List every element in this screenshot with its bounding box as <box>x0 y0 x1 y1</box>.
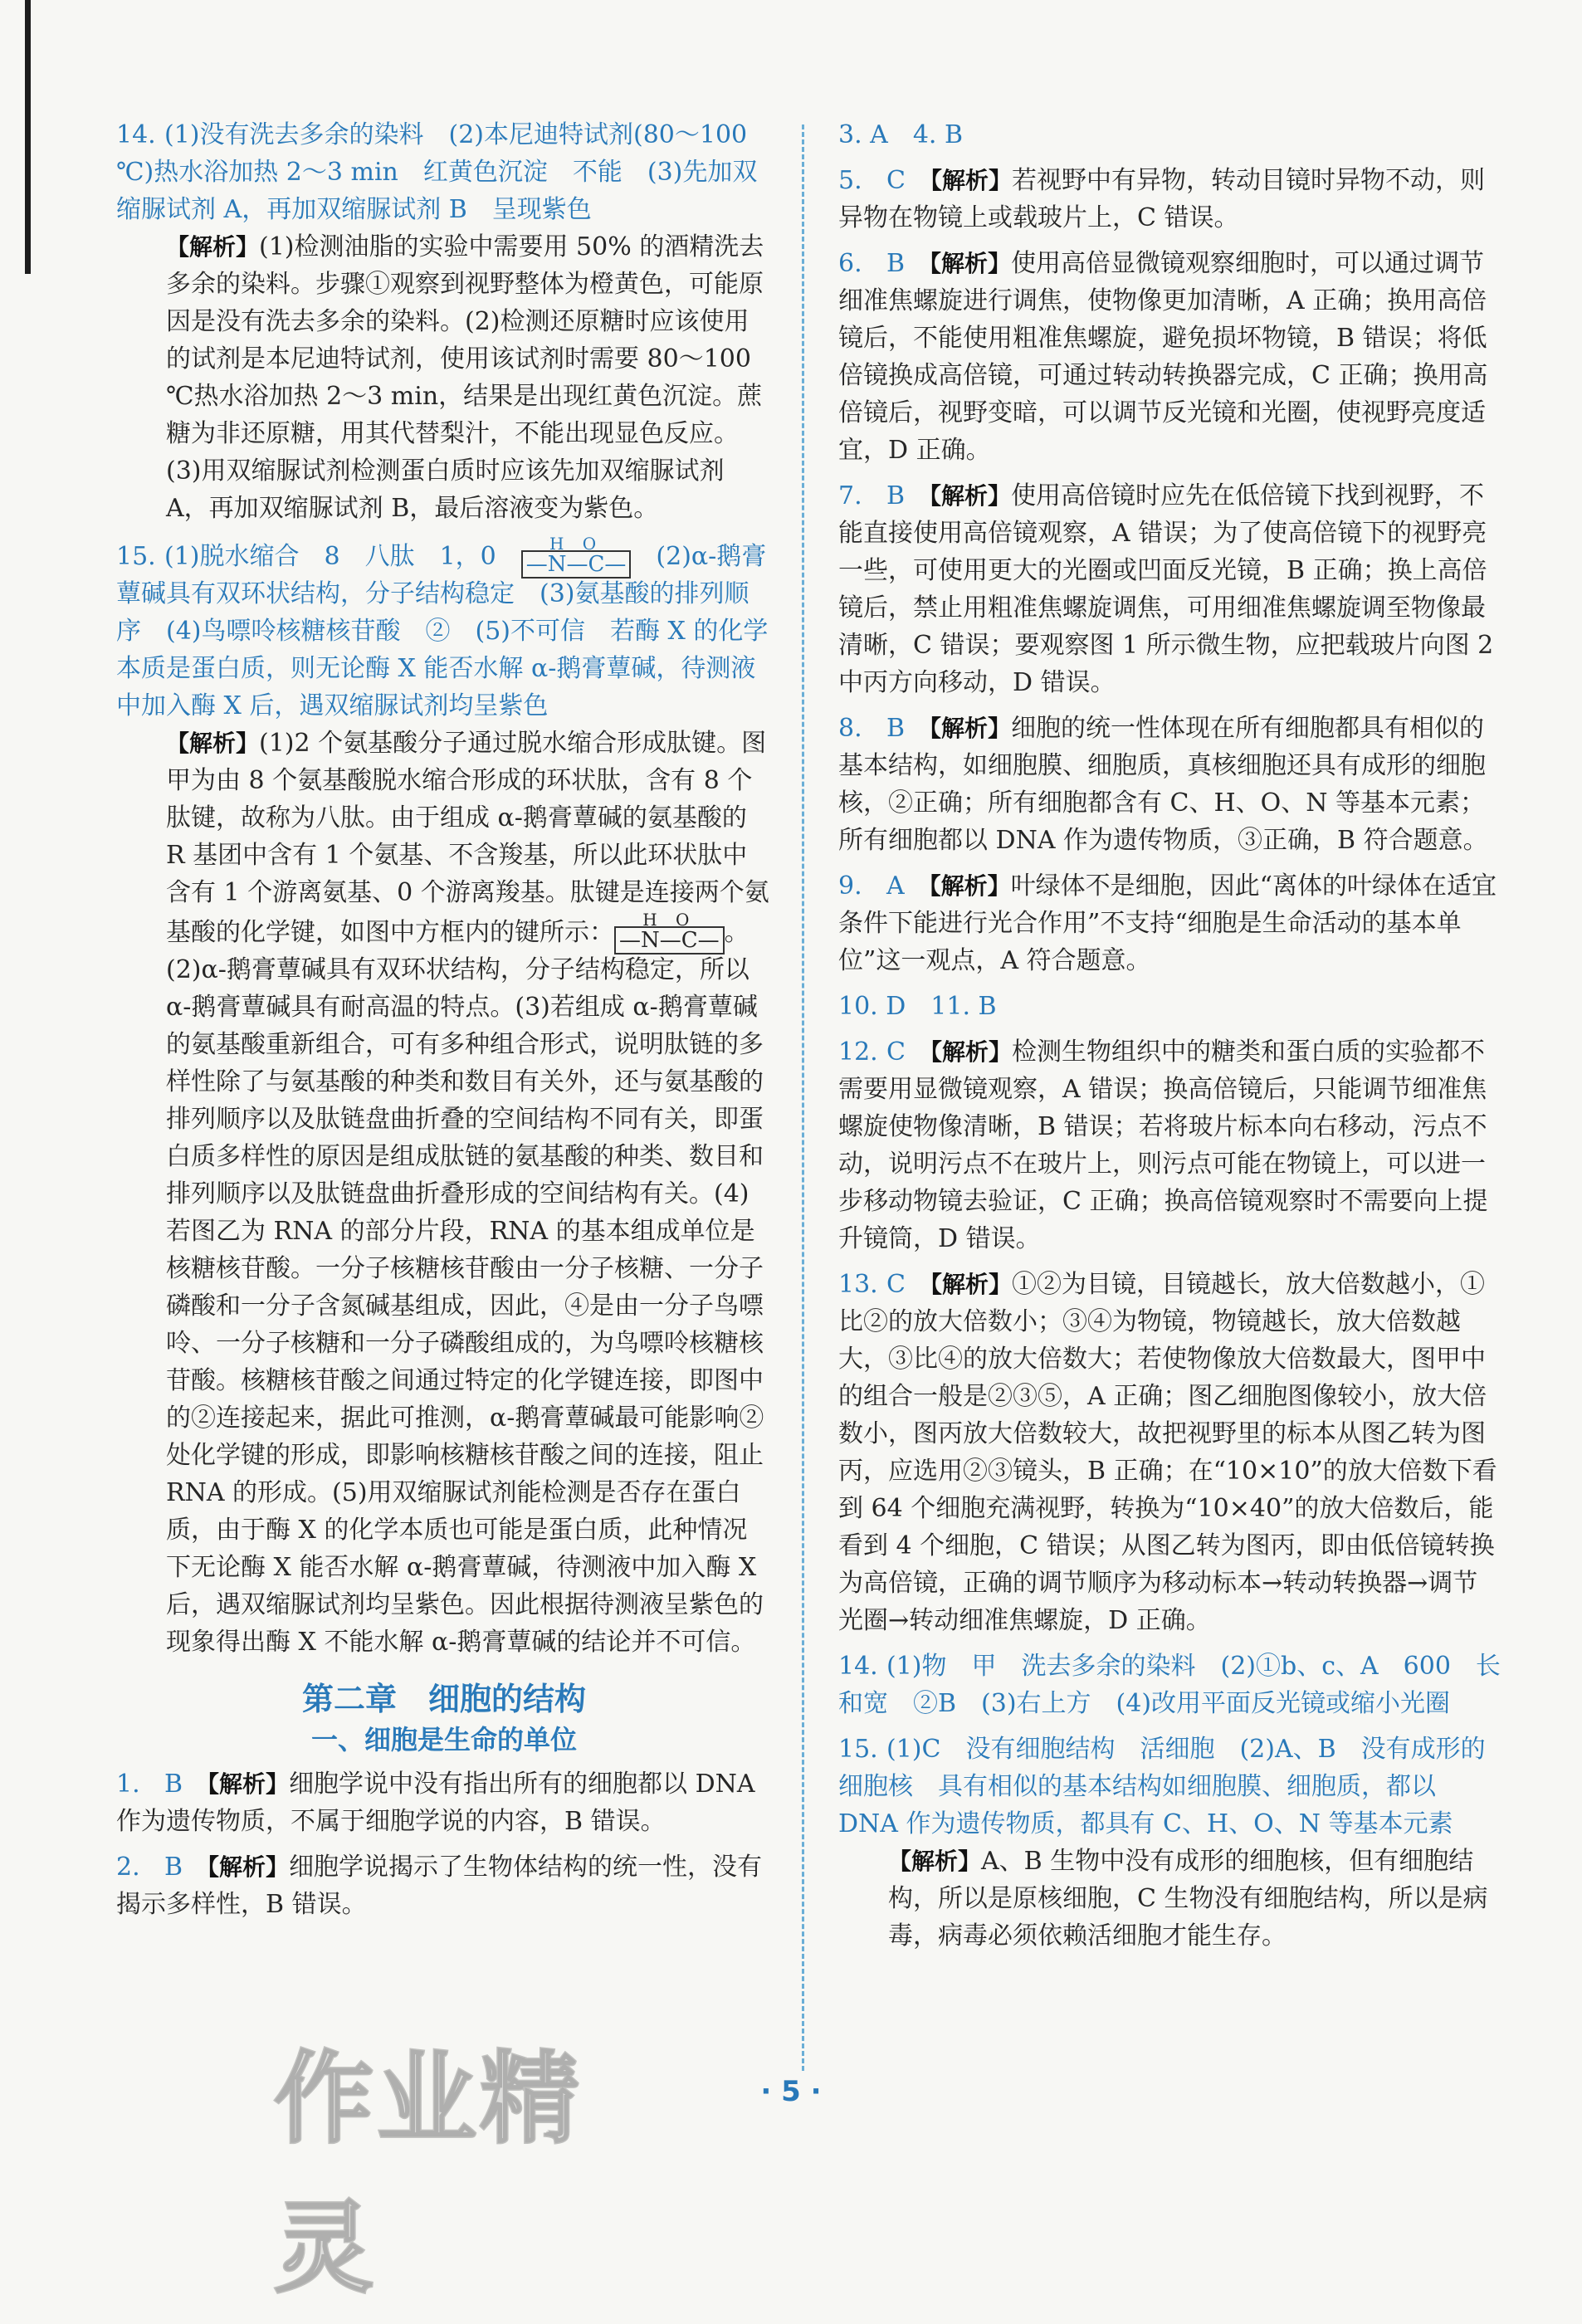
analysis-text: (1)检测油脂的实验中需要用 50% 的酒精洗去多余的染料。步骤①观察到视野整体为橙黄色，可能原因是没有洗去多余的染料。(2)检测还原糖时应该使用的试剂是本尼迪特试剂，使用该试剂时需要 80～100 ℃热水浴加热 2～3 min，结果是出现红黄色沉淀。蔗糖为非还原糖，用其代替梨汁，不能出现显色反应。(3)用双缩脲试剂检测蛋白质时应该先加双缩脲试剂 A，再加双缩脲试剂 B，最后溶液变为紫色。 <box>166 232 764 523</box>
analysis-text: 细胞学说揭示了生物体结构的统一性，没有揭示多样性，B 错误。 <box>116 1853 763 1919</box>
answer-text: (1)C 没有细胞结构 活细胞 (2)A、B 没有成形的细胞核 具有相似的基本结构如细胞膜、细胞质，都以 DNA 作为遗传物质，都具有 C、H、O、N 等基本元素 <box>838 1735 1486 1838</box>
analysis-label: 【解析】 <box>930 1271 1012 1298</box>
answer-item-6 <box>838 245 1502 469</box>
answer-item-5 <box>838 162 1502 237</box>
answer-choice: C <box>886 1270 906 1299</box>
structure-bond: —N—C— <box>614 926 725 954</box>
chapter-title: 第二章 细胞的结构 <box>301 1681 586 1717</box>
analysis-label: 【解析】 <box>208 1853 290 1881</box>
analysis-label: 【解析】 <box>930 482 1012 510</box>
answer-text: (1)物 甲 洗去多余的染料 (2)①b、c、A 600 长和宽 ②B (3)右上方 (4)改用平面反光镜或缩小光圈 <box>838 1652 1501 1718</box>
analysis-label: 【解析】 <box>166 730 260 757</box>
answer-choice: C <box>886 1038 906 1067</box>
analysis-text: ①②为目镜，目镜越长，放大倍数越小，①比②的放大倍数小；③④为物镜，物镜越长，放大倍数越大，③比④的放大倍数大；若使物像放大倍数最大，图甲中的组合一般是②③⑤，A 正确；图乙细胞图像较小，放大倍数小，图丙放大倍数较大，故把视野里的标本从图乙转为图丙，应选用②③镜头，B 正确；在“10×10”的放大倍数下看到 64 个细胞充满视野，转换为“10×40”的放大倍数后，能看到 4 个细胞，C 错误；从图乙转为图丙，即由低倍镜转换为高倍镜，正确的调节顺序为移动标本→转动转换器→调节光圈→转动细准焦螺旋，D 正确。 <box>838 1270 1497 1635</box>
question-number: 12. <box>838 1038 878 1067</box>
answer-text-cont: (2)α-鹅膏蕈碱具有双环状结构，分子结构稳定 (3)氨基酸的排列顺序 (4)鸟嘌呤核糖核苷酸 ② (5)不可信 若酶 X 的化学本质是蛋白质，则无论酶 X 能否水解 α-鹅膏蕈碱，待测液中加入酶 X 后，遇双缩脲试剂均呈紫色 <box>116 542 769 720</box>
analysis-label: 【解析】 <box>888 1848 982 1875</box>
analysis-text-cont: 。(2)α-鹅膏蕈碱具有双环状结构，分子结构稳定，所以 α-鹅膏蕈碱具有耐高温的特点。(3)若组成 α-鹅膏蕈碱的氨基酸重新组合，可有多种组合形式，说明肽链的多样性除了与氨基酸的种类和数目有关外，还与氨基酸的排列顺序以及肽链盘曲折叠的空间结构不同有关，即蛋白质多样性的原因是组成肽链的氨基酸的种类、数目和排列顺序以及肽链盘曲折叠形成的空间结构有关。(4)若图乙为 RNA 的部分片段，RNA 的基本组成单位是核糖核苷酸。一分子核糖核苷酸由一分子核糖、一分子磷酸和一分子含氮碱基组成，因此，④是由一分子鸟嘌呤、一分子核糖和一分子磷酸组成的，为鸟嘌呤核糖核苷酸。核糖核苷酸之间通过特定的化学键连接，即图中的②连接起来，据此可推测，α-鹅膏蕈碱最可能影响②处化学键的形成，即影响核糖核苷酸之间的连接，阻止 RNA 的形成。(5)用双缩脲试剂能检测是否存在蛋白质，由于酶 X 的化学本质也可能是蛋白质，此种情况下无论酶 X 能否水解 α-鹅膏蕈碱，待测液中加入酶 X 后，遇双缩脲试剂均呈紫色。因此根据待测液呈紫色的现象得出酶 X 不能水解 α-鹅膏蕈碱的结论并不可信。 <box>166 918 764 1657</box>
answer-item-14-ch2 <box>838 1648 1502 1722</box>
answer-item-15 <box>116 535 772 1661</box>
peptide-bond-structure-inline <box>614 911 725 951</box>
analysis-text: 若视野中有异物，转动目镜时异物不动，则异物在物镜上或载玻片上，C 错误。 <box>838 166 1485 232</box>
right-column <box>838 116 1502 1963</box>
analysis-label: 【解析】 <box>930 250 1012 277</box>
answer-choice: B <box>886 714 906 743</box>
question-number: 2. <box>116 1853 140 1882</box>
question-number: 9. <box>838 872 862 901</box>
question-number: 8. <box>838 714 862 743</box>
analysis-text: 使用高倍显微镜观察细胞时，可以通过调节细准焦螺旋进行调焦，使物像更加清晰，A 正确；换用高倍镜后，不能使用粗准焦螺旋，避免损坏物镜，B 错误；将低倍镜换成高倍镜，可通过转动转换器完成，C 正确；换用高倍镜后，视野变暗，可以调节反光镜和光圈，使视野亮度适宜，D 正确。 <box>838 249 1488 465</box>
analysis-label: 【解析】 <box>929 872 1011 900</box>
question-number: 13. <box>838 1270 878 1299</box>
analysis-text: 使用高倍镜时应先在低倍镜下找到视野，不能直接使用高倍镜观察，A 错误；为了使高倍镜下的视野亮一些，可使用更大的光圈或凹面反光镜，B 正确；换上高倍镜后，禁止用粗准焦螺旋调焦，可用细准焦螺旋调至物像最清晰，C 错误；要观察图 1 所示微生物，应把载玻片向图 2 中丙方向移动，D 错误。 <box>838 481 1494 697</box>
analysis-text: 叶绿体不是细胞，因此“离体的叶绿体在适宜条件下能进行光合作用”不支持“细胞是生命活动的基本单位”这一观点，A 符合题意。 <box>838 872 1497 975</box>
answer-choice: B <box>886 481 906 510</box>
answer-choice: A <box>886 872 905 901</box>
question-number: 14. <box>116 120 156 149</box>
watermark-logo: 作业精灵 <box>274 2042 583 2307</box>
structure-atoms: H O <box>549 534 603 554</box>
answer-choice: B <box>164 1853 183 1882</box>
analysis-label: 【解析】 <box>166 233 260 261</box>
structure-bond: —N—C— <box>521 550 632 579</box>
analysis-label: 【解析】 <box>930 715 1012 742</box>
answer-item-1 <box>116 1765 772 1840</box>
answer-item-2 <box>116 1848 772 1923</box>
section-title: 一、细胞是生命的单位 <box>310 1724 577 1755</box>
analysis-text: 检测生物组织中的糖类和蛋白质的实验都不需要用显微镜观察，A 错误；换高倍镜后，只能调节细准焦螺旋使物像清晰，B 错误；若将玻片标本向右移动，污点不动，说明污点不在玻片上，则污点可能在物镜上，可以进一步移动物镜去验证，C 正确；换高倍镜观察时不需要向上提升镜筒，D 错误。 <box>838 1038 1488 1253</box>
analysis-label: 【解析】 <box>930 1038 1012 1066</box>
answer-choice: B <box>164 1770 183 1799</box>
peptide-bond-structure <box>521 535 632 575</box>
analysis-text: 细胞的统一性体现在所有细胞都具有相似的基本结构，如细胞膜、细胞质，真核细胞还具有成形的细胞核，②正确；所有细胞都含有 C、H、O、N 等基本元素；所有细胞都以 DNA 作为遗传物质，③正确，B 符合题意。 <box>838 714 1488 855</box>
analysis-text: 细胞学说中没有指出所有的细胞都以 DNA 作为遗传物质，不属于细胞学说的内容，B 错误。 <box>116 1770 755 1836</box>
page-number: · 5 · <box>760 2075 822 2108</box>
answer-item-8 <box>838 710 1502 859</box>
analysis-text: (1)2 个氨基酸分子通过脱水缩合形成肽键。图甲为由 8 个氨基酸脱水缩合形成的环状肽，含有 8 个肽键，故称为八肽。由于组成 α-鹅膏蕈碱的氨基酸的 R 基团中含有 1 个氨基、不含羧基，所以此环状肽中含有 1 个游离氨基、0 个游离羧基。肽键是连接两个氨基酸的化学键，如图中方框内的键所示： <box>166 729 769 947</box>
answer-choice: B <box>886 249 906 278</box>
question-number: 1. <box>116 1770 140 1799</box>
question-number: 15. <box>116 542 156 571</box>
question-number: 5. <box>838 166 862 195</box>
analysis-label: 【解析】 <box>208 1770 290 1798</box>
analysis-label: 【解析】 <box>930 167 1012 194</box>
binding-edge-bar <box>25 0 31 274</box>
column-divider <box>802 124 804 2071</box>
answer-item-7 <box>838 477 1502 701</box>
structure-atoms: H O <box>642 910 696 930</box>
question-number: 7. <box>838 481 862 510</box>
answer-item-14 <box>116 116 772 527</box>
answer-item-12 <box>838 1033 1502 1257</box>
answer-choice: C <box>886 166 906 195</box>
answer-text: (1)没有洗去多余的染料 (2)本尼迪特试剂(80～100 ℃)热水浴加热 2～3 min 红黄色沉淀 不能 (3)先加双缩脲试剂 A，再加双缩脲试剂 B 呈现紫色 <box>116 120 758 224</box>
question-number: 6. <box>838 249 862 278</box>
analysis-text: A、B 生物中没有成形的细胞核，但有细胞结构，所以是原核细胞，C 生物没有细胞结构，所以是病毒，病毒必须依赖活细胞才能生存。 <box>888 1847 1488 1950</box>
question-number: 14. <box>838 1652 878 1681</box>
answer-item-9 <box>838 867 1502 979</box>
question-number: 15. <box>838 1735 878 1764</box>
answer-item-3-4: 3. A 4. B <box>838 120 964 149</box>
answer-text: (1)脱水缩合 8 八肽 1，0 <box>164 542 521 571</box>
answer-item-13 <box>838 1266 1502 1639</box>
answer-item-10-11: 10. D 11. B <box>838 992 997 1021</box>
left-column <box>116 116 772 1931</box>
answer-item-15-ch2 <box>838 1731 1502 1955</box>
